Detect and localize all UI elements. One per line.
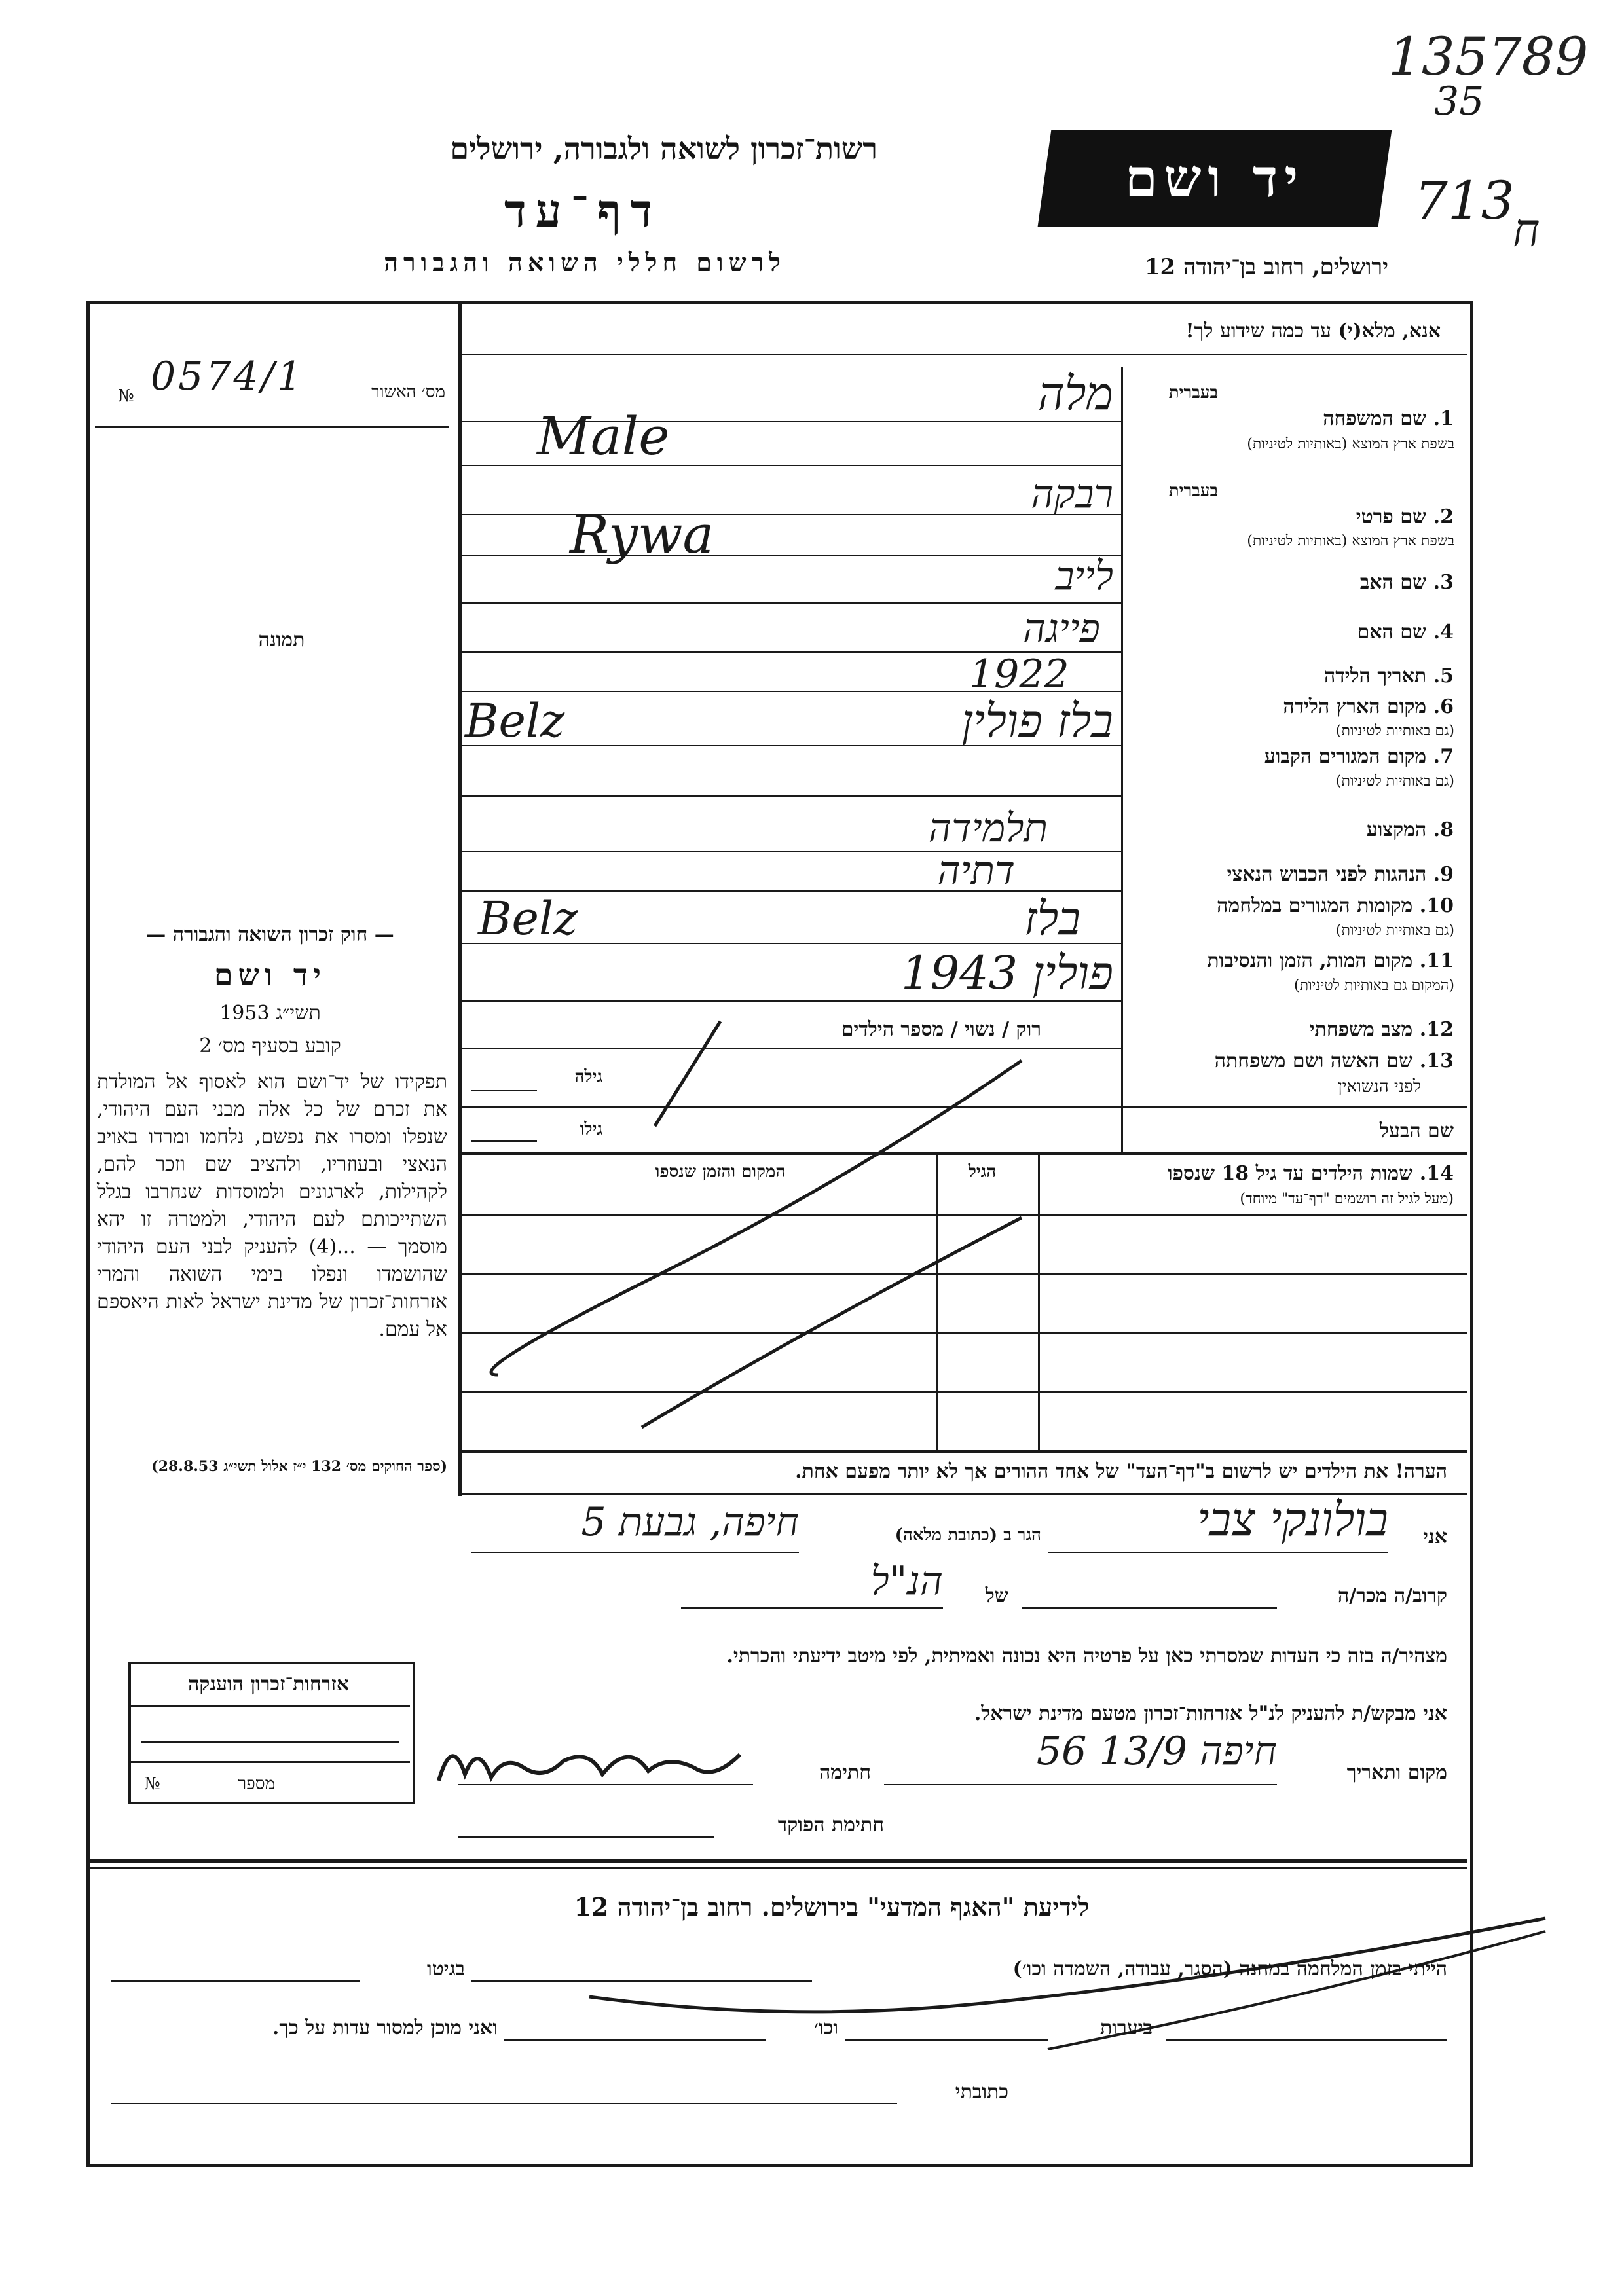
- cert-number-label: מספר: [238, 1774, 275, 1794]
- field-10-text: מקומות המגורים במלחמה: [1217, 894, 1413, 917]
- cert-prefix: №: [144, 1774, 160, 1794]
- field-10-value: בלז: [1024, 892, 1080, 945]
- witness-address: חיפה, גבעת 5: [581, 1499, 799, 1545]
- field-3-value: לייב: [1055, 553, 1113, 599]
- law-logo: יד ושם: [213, 957, 327, 993]
- children-place-header: המקום והזמן שנספו: [655, 1162, 786, 1182]
- law-title: — חוק זכרון השואה והגבורה —: [146, 923, 394, 946]
- footer-line1: הייתי בזמן המלחמה במחנה (הסגר, עבודה, השמדה וכו׳): [1012, 1958, 1447, 1980]
- photo-label: תמונה: [258, 629, 305, 651]
- footer-separator: [89, 1859, 1467, 1863]
- authority-name: רשות־זכרון לשואה ולגבורה, ירושלים: [450, 131, 877, 166]
- relative-label: קרוב/ה מכר/ה: [1338, 1584, 1447, 1607]
- archive-sub: 35: [1434, 79, 1485, 124]
- field-5-num: 5.: [1433, 665, 1454, 687]
- record-number: 0574/1: [151, 354, 305, 399]
- declaration-text: מצהיר/ה בזה כי העדות שמסרתי כאן על פרטיה היא נכונה ואמיתית, לפי מיטב ידיעתי והכרתי.: [726, 1645, 1447, 1667]
- field-2-hebrew-value: רבקה: [1031, 471, 1113, 517]
- field-14-num: 14.: [1419, 1162, 1454, 1185]
- field-11-num: 11.: [1419, 949, 1454, 972]
- footer-camp-line: [471, 1980, 812, 1982]
- header-address: ירושלים, רחוב בן־יהודה 12: [1144, 254, 1388, 280]
- field-7-text: מקום המגורים הקבוע: [1264, 745, 1427, 768]
- request-text: אני מבקש/ת להעניק לנ"ל אזרחות־זכרון מטעם מדינת ישראל.: [974, 1702, 1447, 1725]
- record-prefix: №: [118, 386, 134, 406]
- logo-text: יד ושם: [1124, 147, 1305, 209]
- witness-name-line: [1048, 1552, 1388, 1553]
- place-date-label: מקום ותאריך: [1346, 1761, 1447, 1784]
- field-2-latin-value: Rywa: [570, 504, 714, 565]
- children-age-header: הגיל: [968, 1162, 997, 1182]
- footer-forests-line: [1166, 2039, 1447, 2041]
- footer-misc-line: [845, 2039, 1048, 2041]
- form-subtitle: לרשום חללי השואה והגבורה: [384, 247, 786, 277]
- footer-address-label: כתובתי: [955, 2081, 1008, 2104]
- signature-line: [458, 1784, 753, 1785]
- archive-number: 135789: [1388, 26, 1589, 87]
- field-11-text: מקום המות, הזמן והנסיבות: [1207, 949, 1413, 972]
- footer-ghetto: בגיטו: [426, 1958, 465, 1980]
- husband-label: שם הבעל: [1379, 1120, 1454, 1142]
- field-5-value: 1922: [969, 651, 1069, 697]
- in-hebrew-2: בעברית: [1168, 481, 1218, 501]
- record-label: מס׳ האשור: [371, 382, 445, 402]
- footer-ghetto-line: [111, 1980, 360, 1982]
- husband-age-label: גילו: [580, 1120, 602, 1139]
- field-12-value: רוק / נשוי / מספר הילדים: [841, 1018, 1041, 1041]
- field-1-hebrew-value: מלה: [1037, 367, 1113, 420]
- field-6-value: בלז פולין: [961, 694, 1113, 748]
- field-6-note: (גם באותיות לטיניות): [1335, 723, 1454, 739]
- signature-label: חתימה: [819, 1761, 871, 1784]
- law-year: תשי״ג 1953: [219, 1002, 321, 1025]
- field-1-num: 1.: [1433, 407, 1454, 430]
- field-6-num: 6.: [1433, 695, 1454, 718]
- field-7-num: 7.: [1433, 745, 1454, 768]
- footer-forests: ביערות: [1099, 2016, 1153, 2039]
- field-4-text: שם האם: [1357, 621, 1427, 644]
- field-8-value: תלמידה: [928, 805, 1048, 851]
- field-1-latin-value: Male: [537, 406, 670, 467]
- field-13-age-label: גילה: [574, 1067, 602, 1087]
- law-clause: קובע בסעיף מס׳ 2: [199, 1034, 341, 1057]
- field-10-latin-value: Belz: [478, 892, 578, 945]
- of-line: [681, 1607, 943, 1609]
- footer-separator-2: [89, 1867, 1467, 1869]
- footer-etc: וכו׳: [814, 2016, 838, 2039]
- footer-title: לידיעת "האגף המדעי" בירושלים. רחוב בן־יהודה 12: [574, 1892, 1090, 1922]
- officer-line: [458, 1836, 714, 1838]
- field-9-num: 9.: [1433, 863, 1454, 886]
- witness-name: בולונקי צבי: [1197, 1493, 1388, 1546]
- field-2-text: שם פרטי: [1356, 505, 1427, 528]
- place-date-line: [884, 1784, 1277, 1785]
- latin-note-2: בשפת ארץ המוצא (באותיות לטיניות): [1247, 533, 1454, 549]
- form-intro: אנא, מלא(י) עד כמה שידוע לך!: [1185, 319, 1441, 342]
- field-1-text: שם המשפחה: [1323, 407, 1427, 430]
- folio-number: 713: [1414, 170, 1515, 231]
- remark-text: הערה! את הילדים יש לרשום ב"דף־העד" של אחד ההורים אך לא יותר מפעם אחת.: [795, 1460, 1447, 1483]
- field-14-text: שמות הילדים עד גיל 18 שנספו: [1167, 1162, 1413, 1185]
- place-date-value: חיפה 13/9 56: [1036, 1728, 1277, 1774]
- witness-address-line: [471, 1552, 799, 1553]
- field-14-note: (מעל לגיל זה רושמים "דף־עד" מיוחד): [1240, 1191, 1454, 1207]
- of-label: של: [985, 1584, 1008, 1607]
- field-10-num: 10.: [1419, 894, 1454, 917]
- field-12-text: מצב משפחתי: [1309, 1018, 1413, 1041]
- in-hebrew-1: בעברית: [1168, 383, 1218, 403]
- field-11-note: (המקום גם באותיות לטיניות): [1294, 977, 1454, 994]
- cert-title: אזרחות־זכרון הוענקה: [187, 1673, 350, 1696]
- field-8-num: 8.: [1433, 818, 1454, 841]
- witness-i-label: אני: [1423, 1525, 1447, 1548]
- field-9-text: הנהגות לפני הכבוש הנאצי: [1227, 863, 1427, 886]
- footer-etc-line: [504, 2039, 766, 2041]
- relative-line: [1022, 1607, 1277, 1609]
- field-13-sublabel: לפני הנשואין: [1338, 1077, 1421, 1097]
- footer-ready: ואני מוכן למסור עדות על כך.: [272, 2016, 498, 2039]
- law-source: (ספר החוקים מס׳ 132 י״ז אלול תשי״ג 28.8.53): [151, 1458, 447, 1475]
- field-12-num: 12.: [1419, 1018, 1454, 1041]
- field-6-latin-value: Belz: [465, 694, 565, 748]
- signature-stroke: [439, 1755, 740, 1781]
- field-6-text: מקום הארץ הלידה: [1283, 695, 1427, 718]
- field-3-text: שם האב: [1359, 571, 1427, 594]
- strike-mark-1: [655, 1021, 720, 1126]
- field-8-text: המקצוע: [1366, 818, 1427, 841]
- field-13-num: 13.: [1419, 1049, 1454, 1072]
- strike-mark-3: [642, 1218, 1022, 1427]
- field-9-value: דתיה: [937, 848, 1015, 894]
- law-text: תפקידו של יד־ושם הוא לאסוף אל המולדת את זכרם של כל אלה מבני העם היהודי, שנפלו ומסרו את נפשם, נלחמו ומרדו באויב הנאצי ובעוזריו, ולהציב שם וזכר להם, לקהילות, לארגונים ולמוסדות שנחרבו בגלל השתייכותם לעם היהודי, ולמטרה זו יהא מוסמך — ...(4) להעניק לבני העם היהודי שהושמדו ונפלו בימי השואה והמרי אזרחות־זכרון של מדינת ישראל לאות היאספם אל עמם.: [97, 1070, 447, 1341]
- of-value: הנ"ל: [870, 1558, 943, 1604]
- field-3-num: 3.: [1433, 571, 1454, 594]
- field-13-text: שם האשה ושם משפחתה: [1214, 1049, 1413, 1072]
- field-2-num: 2.: [1433, 505, 1454, 528]
- field-5-text: תאריך הלידה: [1324, 665, 1427, 687]
- field-11-value: פולין 1943: [901, 946, 1113, 1000]
- folio-letter: ח: [1513, 203, 1540, 257]
- field-4-value: פייגה: [1023, 606, 1100, 651]
- field-7-note: (גם באותיות לטיניות): [1335, 773, 1454, 790]
- field-4-num: 4.: [1433, 621, 1454, 644]
- witness-signature: [432, 1722, 760, 1800]
- latin-note-1: בשפת ארץ המוצא (באותיות לטיניות): [1247, 436, 1454, 452]
- strike-mark-2: [491, 1061, 1022, 1375]
- footer-address-line: [111, 2103, 897, 2104]
- form-title: דף־עד: [504, 183, 661, 238]
- witness-residing-label: הגר ב (כתובת מלאה): [895, 1525, 1041, 1545]
- officer-label: חתימת הפוקד: [777, 1813, 884, 1836]
- field-10-note: (גם באותיות לטיניות): [1335, 922, 1454, 939]
